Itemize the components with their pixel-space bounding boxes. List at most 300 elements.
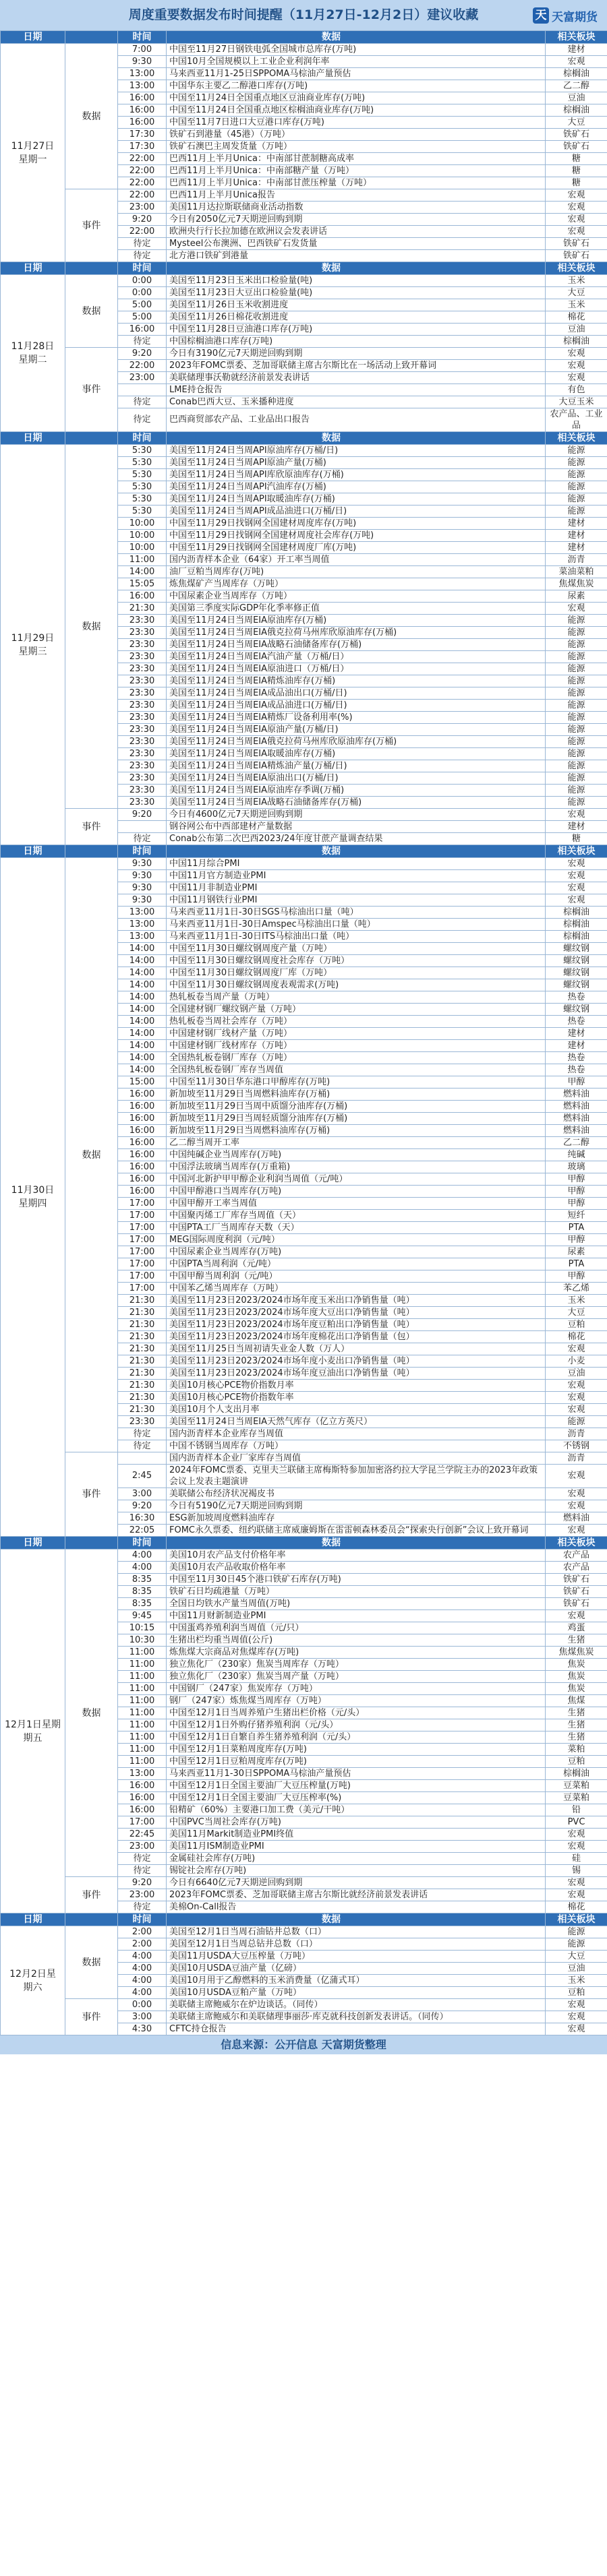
data-cell: 美国至11月24日当周EIA汽油产量（万桶/日） — [167, 651, 546, 663]
category-cell: 大豆 — [546, 117, 607, 129]
data-cell: 巴西11月上半月Unica：中南部糖产量（万吨） — [167, 165, 546, 177]
data-cell: 美国至11月23日2023/2024市场年度棉花出口净销售量（包） — [167, 1331, 546, 1343]
category-cell: 热卷 — [546, 1052, 607, 1064]
time-cell: 4:00 — [118, 1987, 167, 1999]
row-type-cell: 事件 — [65, 1452, 118, 1537]
category-cell: 宏观 — [546, 1525, 607, 1537]
data-cell: 2023年FOMC票委、芝加哥联储主席古尔斯比在一场活动上致开幕词 — [167, 360, 546, 372]
data-cell: 中国棕榈油港口库存(万吨) — [167, 336, 546, 348]
category-cell: 大豆 — [546, 1951, 607, 1963]
col-header-blank — [65, 432, 118, 445]
data-cell: 中国华东主要乙二醇港口库存(万吨) — [167, 80, 546, 92]
time-cell: 17:00 — [118, 1210, 167, 1222]
category-cell: 菜油菜粕 — [546, 566, 607, 578]
category-cell: 甲醇 — [546, 1076, 607, 1088]
category-cell: 能源 — [546, 627, 607, 639]
time-cell: 22:00 — [118, 360, 167, 372]
data-cell: 中国甲醇港口当周库存(万吨) — [167, 1186, 546, 1198]
data-cell: 美国至11月24日当周EIA原油出口(万桶/日) — [167, 772, 546, 785]
data-cell: 中国至11月30日螺纹钢周度产量（万吨） — [167, 943, 546, 955]
category-cell: 豆油 — [546, 92, 607, 104]
day-date: 11月30日 — [11, 1185, 55, 1196]
data-cell: 美国10月USDA豆油产量（亿磅） — [167, 1963, 546, 1975]
day-date: 11月28日 — [11, 341, 55, 352]
category-cell: 螺纹钢 — [546, 1004, 607, 1016]
data-cell: 2023年FOMC票委、芝加哥联储主席古尔斯比就经济前景发表讲话 — [167, 1889, 546, 1901]
time-cell: 17:00 — [118, 1283, 167, 1295]
data-cell: 中国建材钢厂线材库存（万吨） — [167, 1040, 546, 1052]
category-cell: 甲醇 — [546, 1186, 607, 1198]
day-weekday: 星期四 — [18, 1198, 47, 1209]
data-cell: 美国至11月23日玉米出口检验量(吨) — [167, 275, 546, 287]
data-cell: 美国至11月24日当周EIA精炼油产量(万桶/日) — [167, 760, 546, 772]
time-cell: 5:00 — [118, 299, 167, 311]
category-cell: 棉花 — [546, 1331, 607, 1343]
data-cell: 中国至11月30日螺纹钢周度社会库存（万吨） — [167, 955, 546, 967]
category-cell: 宏观 — [546, 1841, 607, 1853]
time-cell: 待定 — [118, 1865, 167, 1877]
table-row — [1, 1926, 607, 1938]
col-header-category: 相关板块 — [546, 262, 607, 275]
time-cell: 16:00 — [118, 1792, 167, 1804]
category-cell: 沥青 — [546, 554, 607, 566]
time-cell: 0:00 — [118, 1999, 167, 2011]
category-cell: 焦炭 — [546, 1671, 607, 1683]
category-cell: 菜粕 — [546, 1744, 607, 1756]
data-cell: 中国聚丙烯工厂库存当周值（天） — [167, 1210, 546, 1222]
data-cell: 中国浮法玻璃当周库存(万重箱) — [167, 1161, 546, 1173]
time-cell: 22:00 — [118, 177, 167, 189]
time-cell: 10:00 — [118, 542, 167, 554]
row-type-cell: 数据 — [65, 1550, 118, 1877]
data-cell: MEG国际周度利润（元/吨） — [167, 1234, 546, 1246]
day-weekday: 期五 — [23, 1732, 42, 1744]
data-cell: 中国尿素企业当周库存(万吨) — [167, 1246, 546, 1258]
time-cell: 21:30 — [118, 1392, 167, 1404]
category-cell: 能源 — [546, 481, 607, 493]
time-cell: 16:00 — [118, 1137, 167, 1149]
data-cell: 马来西亚11月1日-30日SGS马棕油出口量（吨） — [167, 907, 546, 919]
time-cell: 14:00 — [118, 1052, 167, 1064]
time-cell: 21:30 — [118, 1307, 167, 1319]
category-cell: 铁矿石 — [546, 1574, 607, 1586]
data-cell: 美国10月用于乙醇燃料的玉米消费量（亿蒲式耳） — [167, 1975, 546, 1987]
data-cell: 中国至11月24日全国重点地区豆油商业库存(万吨) — [167, 92, 546, 104]
data-cell: 美国至11月23日2023/2024市场年度大豆出口净销售量（吨） — [167, 1307, 546, 1319]
time-cell: 16:00 — [118, 1186, 167, 1198]
category-cell: 短纤 — [546, 1210, 607, 1222]
data-cell: 美国至11月24日当周API成品油进口(万桶/日) — [167, 505, 546, 518]
time-cell: 4:00 — [118, 1951, 167, 1963]
category-cell: 能源 — [546, 772, 607, 785]
time-cell: 16:00 — [118, 1113, 167, 1125]
data-cell: 美国至11月25日当周初请失业金人数（万人） — [167, 1343, 546, 1355]
data-cell: 中国11月综合PMI — [167, 858, 546, 870]
col-header-category: 相关板块 — [546, 31, 607, 44]
category-cell: 甲醇 — [546, 1234, 607, 1246]
data-cell: 中国至12月1日豆粕周度库存(万吨) — [167, 1756, 546, 1768]
time-cell: 5:30 — [118, 469, 167, 481]
category-cell: 焦煤焦炭 — [546, 578, 607, 590]
time-cell: 11:00 — [118, 1695, 167, 1707]
data-cell: ESG新加坡周度燃料油库存 — [167, 1512, 546, 1525]
time-cell: 11:00 — [118, 1719, 167, 1731]
time-cell: 9:30 — [118, 858, 167, 870]
time-cell: 14:00 — [118, 1064, 167, 1076]
data-cell: 油厂豆粕当周库存(万吨) — [167, 566, 546, 578]
time-cell: 23:30 — [118, 772, 167, 785]
data-cell: 铁矿石澳巴主周发货量（万吨） — [167, 141, 546, 153]
data-cell: 美国至11月24日当周EIA原油产量(万桶/日) — [167, 724, 546, 736]
data-cell: 中国PTA当周利润（元/吨） — [167, 1258, 546, 1270]
category-cell: 能源 — [546, 785, 607, 797]
day-date: 12月1日星期 — [5, 1719, 61, 1730]
time-cell: 17:30 — [118, 141, 167, 153]
time-cell: 14:00 — [118, 1016, 167, 1028]
category-cell: 宏观 — [546, 1380, 607, 1392]
data-cell: 新加坡至11月29日当周燃料油库存(万桶) — [167, 1088, 546, 1101]
category-cell: 燃料油 — [546, 1512, 607, 1525]
col-header-time: 时间 — [118, 432, 167, 445]
category-cell: 生猪 — [546, 1634, 607, 1647]
category-cell: 糖 — [546, 153, 607, 165]
day-date-cell — [1, 44, 65, 262]
data-cell: 美国10月农产品支付价格年率 — [167, 1550, 546, 1562]
time-cell: 23:30 — [118, 651, 167, 663]
data-cell: 国内沥青样本企业厂家库存当周值 — [167, 1452, 546, 1465]
brand-logo — [533, 5, 598, 26]
time-cell: 5:30 — [118, 481, 167, 493]
data-cell: 今日有3190亿元7天期逆回购到期 — [167, 348, 546, 360]
category-cell: PTA — [546, 1222, 607, 1234]
table-row — [1, 44, 607, 56]
col-header-category: 相关板块 — [546, 1913, 607, 1926]
col-header-data: 数据 — [167, 1913, 546, 1926]
time-cell: 11:00 — [118, 1659, 167, 1671]
time-cell: 23:00 — [118, 1841, 167, 1853]
data-cell: 美国至11月24日当周EIA俄克拉荷马州库欣原油库存(万桶) — [167, 627, 546, 639]
time-cell: 16:00 — [118, 1101, 167, 1113]
col-header-time: 时间 — [118, 1537, 167, 1550]
time-cell: 14:00 — [118, 967, 167, 979]
data-cell: 中国苯乙烯当周库存（万吨） — [167, 1283, 546, 1295]
col-header-data: 数据 — [167, 262, 546, 275]
data-cell: 中国至11月30日华东港口甲醇库存(万吨) — [167, 1076, 546, 1088]
time-cell: 14:00 — [118, 1040, 167, 1052]
data-cell: 中国至12月1日当周养殖户生猪出栏价格（元/头） — [167, 1707, 546, 1719]
data-cell: 美联储主席鲍威尔和美联储理事丽莎·库克就科技创新发表讲话。（同传） — [167, 2011, 546, 2023]
category-cell: 棕榈油 — [546, 931, 607, 943]
column-header-row — [1, 262, 607, 275]
time-cell: 9:20 — [118, 214, 167, 226]
category-cell: 能源 — [546, 700, 607, 712]
data-cell: 国内沥青样本企业（64家）开工率当周值 — [167, 554, 546, 566]
col-header-blank — [65, 1537, 118, 1550]
data-cell: Mysteel公布澳洲、巴西铁矿石发货量 — [167, 238, 546, 250]
category-cell: 豆油 — [546, 1368, 607, 1380]
time-cell: 13:00 — [118, 80, 167, 92]
data-cell: 美国10月核心PCE物价指数月率 — [167, 1380, 546, 1392]
time-cell: 22:45 — [118, 1829, 167, 1841]
category-cell: 宏观 — [546, 372, 607, 384]
data-cell: 美国11月Markit制造业PMI终值 — [167, 1829, 546, 1841]
category-cell: 宏观 — [546, 2023, 607, 2035]
time-cell: 10:00 — [118, 518, 167, 530]
table-row — [1, 348, 607, 360]
category-cell: 铁矿石 — [546, 238, 607, 250]
time-cell: 14:00 — [118, 1004, 167, 1016]
time-cell: 23:00 — [118, 372, 167, 384]
col-header-time: 时间 — [118, 845, 167, 858]
category-cell: 宏观 — [546, 202, 607, 214]
category-cell: 农产品、工业品 — [546, 408, 607, 432]
time-cell: 13:00 — [118, 68, 167, 80]
category-cell: 螺纹钢 — [546, 955, 607, 967]
time-cell: 23:00 — [118, 1889, 167, 1901]
time-cell: 7:00 — [118, 44, 167, 56]
data-cell: 中国建材钢厂线材产量（万吨） — [167, 1028, 546, 1040]
category-cell: 棕榈油 — [546, 68, 607, 80]
time-cell: 21:30 — [118, 1319, 167, 1331]
time-cell: 9:30 — [118, 894, 167, 907]
category-cell: 宏观 — [546, 1829, 607, 1841]
data-cell: 美国第三季度实际GDP年化季率修正值 — [167, 603, 546, 615]
category-cell: 豆油 — [546, 1963, 607, 1975]
data-cell: 铁矿石到港量（45港）（万吨） — [167, 129, 546, 141]
data-cell: 美国至12月1日当周石油钻井总数（口） — [167, 1926, 546, 1938]
data-cell: 美国至11月24日当周EIA原油库存(万桶) — [167, 615, 546, 627]
col-header-date: 日期 — [1, 1537, 65, 1550]
time-cell: 16:00 — [118, 324, 167, 336]
col-header-blank — [65, 1913, 118, 1926]
category-cell: 能源 — [546, 724, 607, 736]
category-cell: 宏观 — [546, 1610, 607, 1622]
time-cell: 5:30 — [118, 505, 167, 518]
data-cell: 全国建材钢厂螺纹钢产量（万吨） — [167, 1004, 546, 1016]
time-cell: 23:30 — [118, 724, 167, 736]
data-cell: 炼焦煤矿产当周库存（万吨） — [167, 578, 546, 590]
category-cell: 乙二醇 — [546, 80, 607, 92]
data-cell: 中国11月非制造业PMI — [167, 882, 546, 894]
category-cell: 生猪 — [546, 1719, 607, 1731]
table-row — [1, 809, 607, 821]
category-cell: 硅 — [546, 1853, 607, 1865]
category-cell: 能源 — [546, 1416, 607, 1428]
table-row — [1, 1452, 607, 1465]
category-cell: 铁矿石 — [546, 1586, 607, 1598]
category-cell: 棕榈油 — [546, 919, 607, 931]
category-cell: 豆粕 — [546, 1319, 607, 1331]
category-cell: 能源 — [546, 445, 607, 457]
category-cell: 棉花 — [546, 311, 607, 324]
data-cell: 金属硅社会库存(万吨) — [167, 1853, 546, 1865]
data-cell: 生猪出栏均重当周值(公斤) — [167, 1634, 546, 1647]
data-cell: 中国至12月1日外购仔猪养殖利润（元/头） — [167, 1719, 546, 1731]
time-cell: 4:00 — [118, 1963, 167, 1975]
data-cell: 中国至11月29日找钢网全国建材周度厂库(万吨) — [167, 542, 546, 554]
day-weekday: 期六 — [23, 1982, 42, 1993]
category-cell: 能源 — [546, 797, 607, 809]
data-cell: 美国至11月23日2023/2024市场年度小麦出口净销售量（吨） — [167, 1355, 546, 1368]
data-cell: 中国11月官方制造业PMI — [167, 870, 546, 882]
time-cell: 5:30 — [118, 457, 167, 469]
col-header-date: 日期 — [1, 432, 65, 445]
category-cell: 豆粕 — [546, 1756, 607, 1768]
data-cell: 巴西11月上半月Unica：中南部甘蔗压榨量（万吨） — [167, 177, 546, 189]
data-cell: 铁矿石日均疏港量（万吨） — [167, 1586, 546, 1598]
time-cell: 14:00 — [118, 566, 167, 578]
data-cell: 美国至11月26日玉米收割进度 — [167, 299, 546, 311]
data-cell: 独立焦化厂（230家）焦炭当周产量（万吨） — [167, 1671, 546, 1683]
data-cell: 美国至11月24日当周API库欣原油库存(万桶) — [167, 469, 546, 481]
data-cell: 中国至11月24日全国重点地区棕榈油商业库存(万吨) — [167, 104, 546, 117]
time-cell — [118, 1452, 167, 1465]
time-cell: 21:30 — [118, 603, 167, 615]
time-cell: 9:45 — [118, 1610, 167, 1622]
data-cell: 炼焦煤大宗商品对焦煤库存(万吨) — [167, 1647, 546, 1659]
time-cell: 13:00 — [118, 919, 167, 931]
time-cell: 23:30 — [118, 615, 167, 627]
data-cell: 中国甲醇开工率当周值 — [167, 1198, 546, 1210]
data-cell: 美国至11月24日当周EIA俄克拉荷马州库欣原油库存(万桶) — [167, 736, 546, 748]
time-cell: 9:30 — [118, 882, 167, 894]
time-cell: 23:30 — [118, 687, 167, 700]
data-cell: 美国至11月24日当周EIA战略石油储备库存(万桶) — [167, 639, 546, 651]
data-cell: 今日有6640亿元7天期逆回购到期 — [167, 1877, 546, 1889]
data-cell: 美联储理事沃勒就经济前景发表讲话 — [167, 372, 546, 384]
data-cell: 中国至12月1日全国主要油厂大豆压榨量(万吨) — [167, 1780, 546, 1792]
data-cell: 美国至11月24日当周EIA取暖油库存(万桶) — [167, 748, 546, 760]
category-cell: 宏观 — [546, 882, 607, 894]
data-cell: 中国至12月1日全国主要油厂大豆压榨率(%) — [167, 1792, 546, 1804]
time-cell: 8:35 — [118, 1598, 167, 1610]
col-header-category: 相关板块 — [546, 845, 607, 858]
category-cell: 能源 — [546, 493, 607, 505]
time-cell: 11:00 — [118, 1683, 167, 1695]
time-cell: 9:20 — [118, 1500, 167, 1512]
category-cell: 宏观 — [546, 1343, 607, 1355]
time-cell: 21:30 — [118, 1404, 167, 1416]
category-cell: 宏观 — [546, 1488, 607, 1500]
category-cell: 糖 — [546, 833, 607, 845]
time-cell: 11:00 — [118, 554, 167, 566]
data-cell: 中国至11月30日螺纹钢周度厂库（万吨） — [167, 967, 546, 979]
data-cell: 中国至12月1日菜粕周度库存(万吨) — [167, 1744, 546, 1756]
col-header-time: 时间 — [118, 1913, 167, 1926]
category-cell: 螺纹钢 — [546, 943, 607, 955]
time-cell: 2:00 — [118, 1926, 167, 1938]
time-cell: 16:00 — [118, 1125, 167, 1137]
data-cell: 中国至11月29日找钢网全国建材周度社会库存(万吨) — [167, 530, 546, 542]
row-type-cell: 数据 — [65, 858, 118, 1452]
data-cell: 中国蛋鸡养殖利润当周值（元/只） — [167, 1622, 546, 1634]
row-type-cell: 数据 — [65, 275, 118, 348]
data-cell: 美国至12月1日当周总钻井总数（口） — [167, 1938, 546, 1951]
category-cell: 豆菜粕 — [546, 1792, 607, 1804]
data-cell: 中国PVC当周社会库存(万吨) — [167, 1816, 546, 1829]
category-cell: 能源 — [546, 712, 607, 724]
category-cell: 焦煤 — [546, 1695, 607, 1707]
time-cell: 待定 — [118, 1901, 167, 1913]
category-cell: 能源 — [546, 675, 607, 687]
category-cell: 螺纹钢 — [546, 979, 607, 991]
time-cell: 9:30 — [118, 870, 167, 882]
time-cell: 11:00 — [118, 1707, 167, 1719]
category-cell: 建材 — [546, 530, 607, 542]
data-cell: 美国至11月24日当周EIA成品油进口(万桶/日) — [167, 700, 546, 712]
category-cell: 宏观 — [546, 603, 607, 615]
time-cell: 0:00 — [118, 287, 167, 299]
col-header-data: 数据 — [167, 1537, 546, 1550]
category-cell: PTA — [546, 1258, 607, 1270]
category-cell: 焦炭 — [546, 1683, 607, 1695]
time-cell: 13:00 — [118, 907, 167, 919]
category-cell: 纯碱 — [546, 1149, 607, 1161]
data-cell: 马来西亚11月1日-30日ITS马棕油出口量（吨） — [167, 931, 546, 943]
category-cell: 豆油 — [546, 324, 607, 336]
time-cell: 11:00 — [118, 1647, 167, 1659]
category-cell: 热卷 — [546, 991, 607, 1004]
day-weekday: 星期三 — [18, 646, 47, 657]
data-cell: 钢谷网公布中西部建材产量数据 — [167, 821, 546, 833]
data-cell: 美国至11月24日当周EIA原油进口（万桶/日） — [167, 663, 546, 675]
time-cell: 23:30 — [118, 700, 167, 712]
data-cell: 今日有5190亿元7天期逆回购到期 — [167, 1500, 546, 1512]
data-cell: 巴西商贸部农产品、工业品出口报告 — [167, 408, 546, 432]
time-cell: 17:00 — [118, 1222, 167, 1234]
category-cell: 能源 — [546, 687, 607, 700]
row-type-cell: 数据 — [65, 445, 118, 809]
category-cell: 燃料油 — [546, 1113, 607, 1125]
time-cell: 9:20 — [118, 809, 167, 821]
category-cell: 棕榈油 — [546, 336, 607, 348]
category-cell: 宏观 — [546, 214, 607, 226]
category-cell: 玉米 — [546, 299, 607, 311]
category-cell: 玉米 — [546, 275, 607, 287]
data-cell: 中国至11月30日螺纹钢周度表观需求(万吨) — [167, 979, 546, 991]
logo-text: 天富期货 — [552, 10, 598, 24]
time-cell: 17:00 — [118, 1246, 167, 1258]
footer-source: 信息来源：公开信息 天富期货整理 — [0, 2035, 607, 2054]
category-cell: 大豆 — [546, 287, 607, 299]
category-cell: 宏观 — [546, 870, 607, 882]
schedule-table — [0, 30, 607, 2035]
category-cell: 能源 — [546, 457, 607, 469]
row-type-cell: 事件 — [65, 348, 118, 432]
time-cell: 10:15 — [118, 1622, 167, 1634]
data-cell: 美国至11月24日当周API原油库存(万桶/日) — [167, 445, 546, 457]
category-cell: 能源 — [546, 469, 607, 481]
time-cell: 3:00 — [118, 2011, 167, 2023]
col-header-category: 相关板块 — [546, 1537, 607, 1550]
time-cell: 17:30 — [118, 129, 167, 141]
data-cell: 全国热轧板卷钢厂库存当周值 — [167, 1064, 546, 1076]
data-cell: 美国至11月23日2023/2024市场年度玉米出口净销售量（吨） — [167, 1295, 546, 1307]
day-date-cell — [1, 858, 65, 1537]
data-cell: 马来西亚11月1日-30日Amspec马棕油出口量（吨） — [167, 919, 546, 931]
time-cell: 17:00 — [118, 1258, 167, 1270]
data-cell: 中国至11月7日进口大豆港口库存(万吨) — [167, 117, 546, 129]
day-date-cell — [1, 275, 65, 432]
data-cell: 锡锭社会库存(万吨) — [167, 1865, 546, 1877]
col-header-date: 日期 — [1, 262, 65, 275]
data-cell: 美国至11月26日棉花收割进度 — [167, 311, 546, 324]
time-cell: 22:00 — [118, 165, 167, 177]
time-cell: 待定 — [118, 238, 167, 250]
time-cell: 待定 — [118, 336, 167, 348]
time-cell: 14:00 — [118, 955, 167, 967]
data-cell: 美国至11月24日当周EIA战略石油储备库存(万桶) — [167, 797, 546, 809]
